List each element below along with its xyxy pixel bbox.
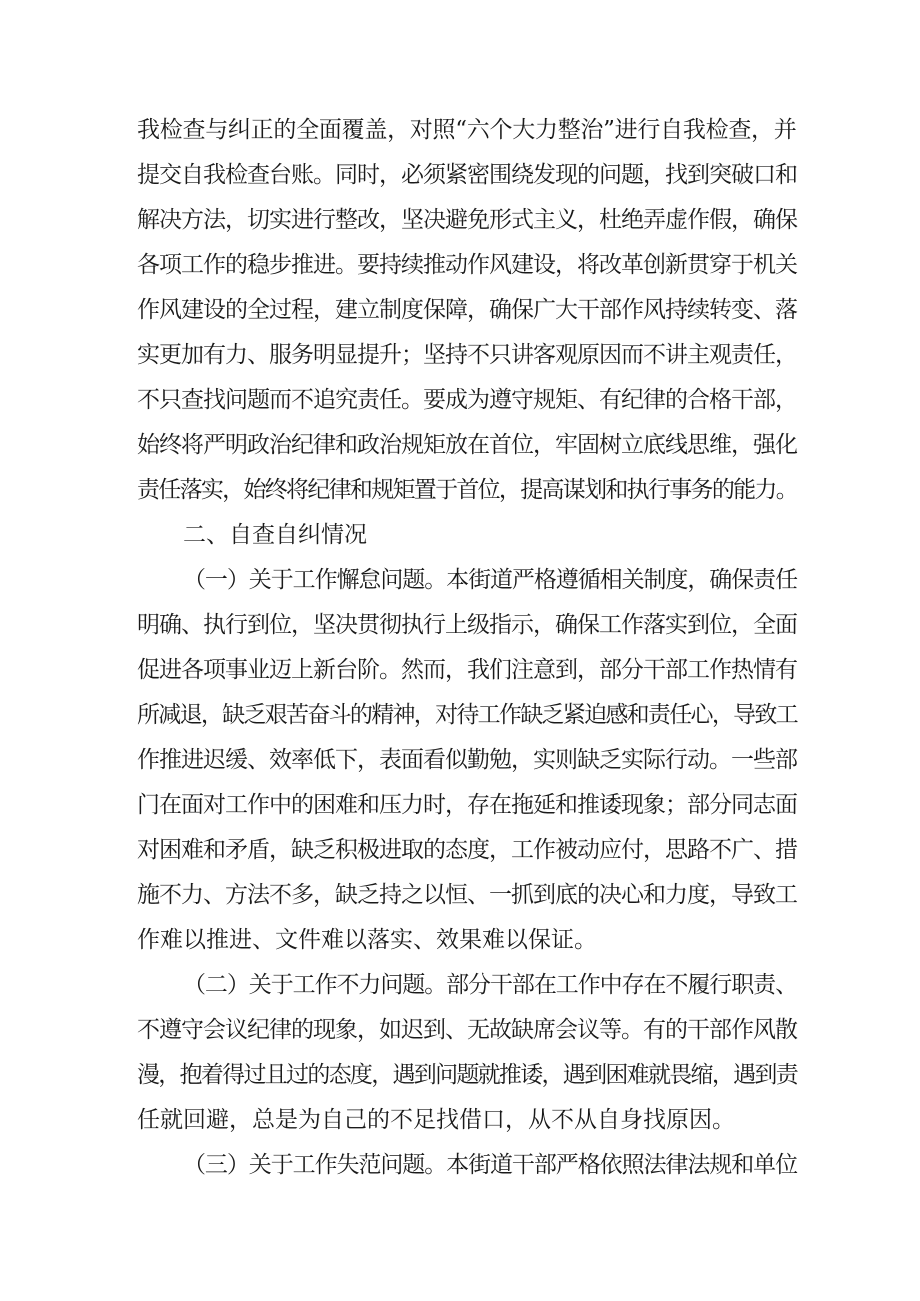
paragraph-line: 不遵守会议纪律的现象，如迟到、无故缺席会议等。有的干部作风散 [137,1017,797,1043]
section-heading: 二、自查自纠情况 [183,522,367,548]
paragraph-line: （三）关于工作失范问题。本街道干部严格依照法律法规和单位 [183,1152,798,1178]
paragraph-line: （一）关于工作懈怠问题。本街道严格遵循相关制度，确保责任 [183,567,798,593]
paragraph-line: 明确、执行到位，坚决贯彻执行上级指示，确保工作落实到位，全面 [137,612,797,638]
paragraph-line: 实更加有力、服务明显提升；坚持不只讲客观原因而不讲主观责任， [137,342,797,368]
paragraph-line: 解决方法，切实进行整改，坚决避免形式主义，杜绝弄虚作假，确保 [137,207,797,233]
paragraph-line: 各项工作的稳步推进。要持续推动作风建设，将改革创新贯穿于机关 [137,252,797,278]
paragraph-line: 不只查找问题而不追究责任。要成为遵守规矩、有纪律的合格干部， [137,387,797,413]
paragraph-line: 漫，抱着得过且过的态度，遇到问题就推诿，遇到困难就畏缩，遇到责 [137,1062,798,1088]
paragraph-line: 对困难和矛盾，缺乏积极进取的态度，工作被动应付，思路不广、措 [137,837,797,863]
paragraph-line: 所减退，缺乏艰苦奋斗的精神，对待工作缺乏紧迫感和责任心，导致工 [137,702,798,728]
paragraph-line: 始终将严明政治纪律和政治规矩放在首位，牢固树立底线思维，强化 [137,432,797,458]
paragraph-line: 施不力、方法不多，缺乏持之以恒、一抓到底的决心和力度，导致工 [137,882,797,908]
paragraph-line: 任就回避，总是为自己的不足找借口，从不从自身找原因。 [137,1107,735,1133]
paragraph-line: 促进各项事业迈上新台阶。然而，我们注意到，部分干部工作热情有 [137,657,797,683]
paragraph-line: 责任落实，始终将纪律和规矩置于首位，提高谋划和执行事务的能力。 [137,477,798,503]
paragraph-line: 作风建设的全过程，建立制度保障，确保广大干部作风持续转变、落 [137,297,797,323]
paragraph-line: 作难以推进、文件难以落实、效果难以保证。 [137,927,597,953]
paragraph-line: 提交自我检查台账。同时，必须紧密围绕发现的问题，找到突破口和 [137,162,797,188]
paragraph-line: （二）关于工作不力问题。部分干部在工作中存在不履行职责、 [183,972,798,998]
paragraph-line: 作推进迟缓、效率低下，表面看似勤勉，实则缺乏实际行动。一些部 [137,747,797,773]
paragraph-line: 我检查与纠正的全面覆盖，对照“六个大力整治”进行自我检查，并 [137,117,797,143]
paragraph-line: 门在面对工作中的困难和压力时，存在拖延和推诿现象；部分同志面 [137,792,797,818]
